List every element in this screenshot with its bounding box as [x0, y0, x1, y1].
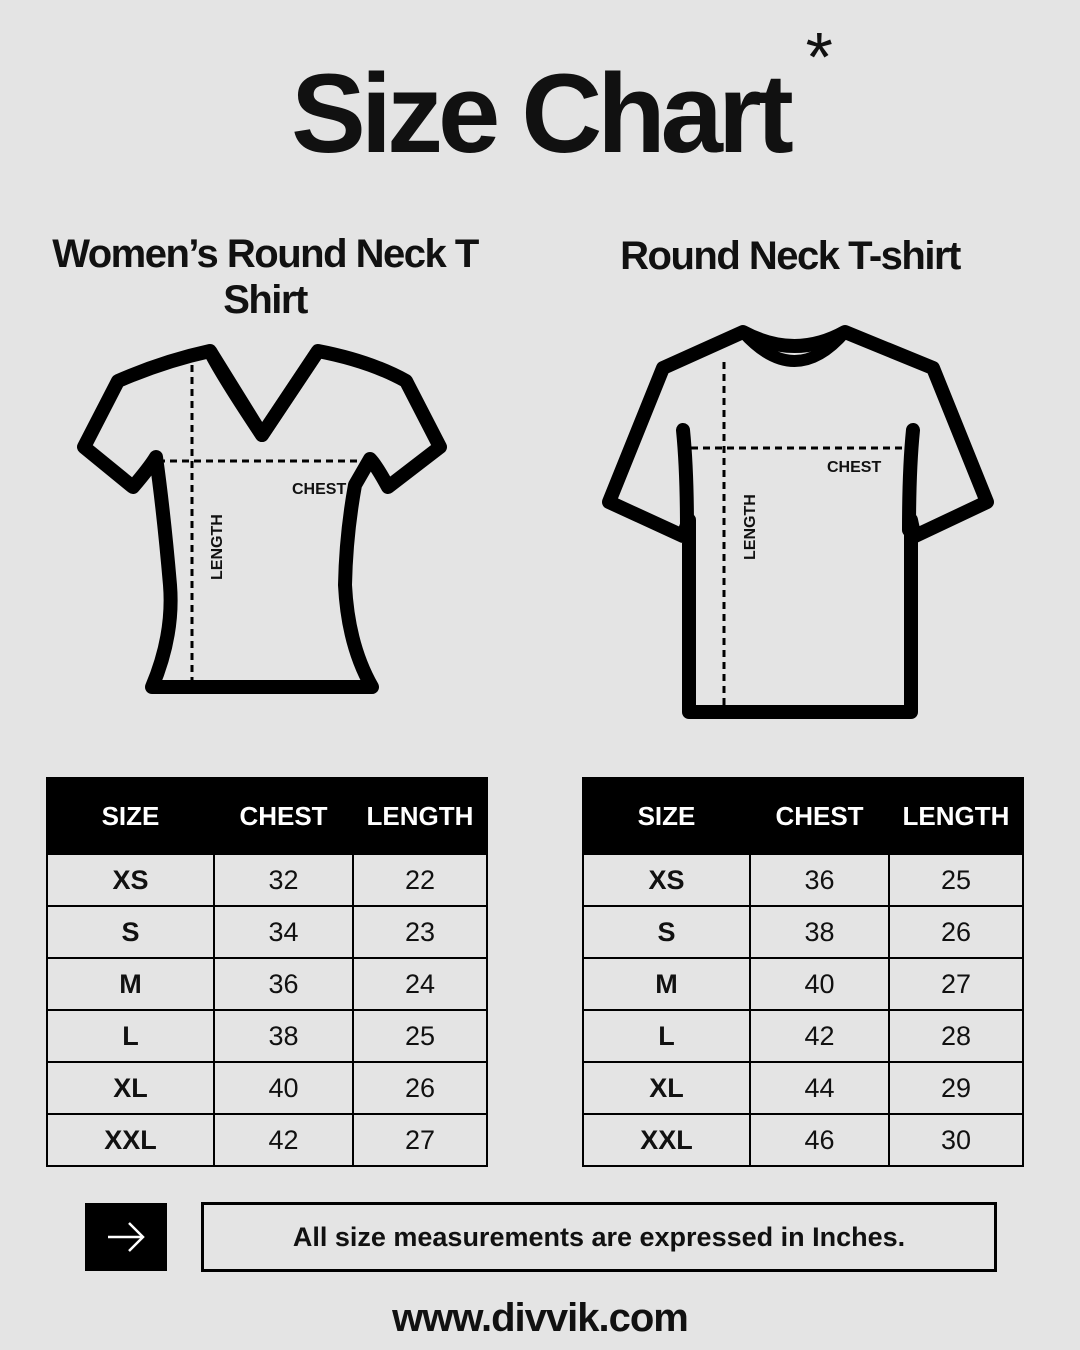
mens-tshirt-illustration: [595, 320, 1000, 725]
table-row: [583, 854, 1023, 906]
mens-tshirt-outline: [609, 332, 987, 712]
table-row: [47, 1062, 487, 1114]
length-cell: 22: [353, 854, 487, 906]
size-cell: XXL: [583, 1114, 750, 1166]
chest-cell: 38: [214, 1010, 353, 1062]
chest-cell: 40: [214, 1062, 353, 1114]
column-header-size: SIZE: [47, 778, 214, 854]
table-row: [583, 1010, 1023, 1062]
womens-tshirt-neckline: [210, 351, 318, 435]
womens-length-label: LENGTH: [209, 514, 226, 580]
length-cell: 24: [353, 958, 487, 1010]
size-cell: XL: [583, 1062, 750, 1114]
chest-cell: 44: [750, 1062, 889, 1114]
mens-tshirt-right-armhole: [909, 430, 913, 530]
chest-cell: 38: [750, 906, 889, 958]
chest-cell: 42: [750, 1010, 889, 1062]
length-cell: 23: [353, 906, 487, 958]
column-header-chest: CHEST: [750, 778, 889, 854]
length-cell: 25: [353, 1010, 487, 1062]
womens-size-table: [46, 777, 488, 1167]
chest-cell: 36: [750, 854, 889, 906]
mens-chest-label: CHEST: [827, 459, 882, 476]
column-header-chest: CHEST: [214, 778, 353, 854]
column-header-size: SIZE: [583, 778, 750, 854]
size-cell: M: [583, 958, 750, 1010]
length-cell: 30: [889, 1114, 1023, 1166]
chest-cell: 34: [214, 906, 353, 958]
womens-chest-label: CHEST: [292, 481, 347, 498]
round-neck-tshirt-heading: Round Neck T-shirt: [620, 234, 960, 278]
table-row: [47, 1114, 487, 1166]
table-row: [583, 1114, 1023, 1166]
length-cell: 27: [353, 1114, 487, 1166]
size-cell: XL: [47, 1062, 214, 1114]
length-cell: 26: [353, 1062, 487, 1114]
length-cell: 26: [889, 906, 1023, 958]
asterisk-mark: *: [805, 18, 833, 96]
table-row: [583, 1062, 1023, 1114]
table-header-row: [47, 778, 487, 854]
table-row: [47, 906, 487, 958]
mens-tshirt-left-armhole: [683, 430, 687, 530]
size-cell: M: [47, 958, 214, 1010]
measurement-note: [201, 1202, 997, 1272]
length-cell: 25: [889, 854, 1023, 906]
measurement-note-text: All size measurements are expressed in Inches.: [292, 1221, 906, 1252]
arrow-right-icon: [105, 1221, 147, 1253]
website-url: www.divvik.com: [392, 1296, 688, 1340]
size-cell: XXL: [47, 1114, 214, 1166]
column-header-length: LENGTH: [353, 778, 487, 854]
chest-cell: 36: [214, 958, 353, 1010]
table-row: [47, 1010, 487, 1062]
chest-cell: 40: [750, 958, 889, 1010]
mens-size-table: [582, 777, 1024, 1167]
table-row: [583, 958, 1023, 1010]
chest-cell: 42: [214, 1114, 353, 1166]
mens-length-label: LENGTH: [742, 494, 759, 560]
size-cell: S: [583, 906, 750, 958]
womens-tshirt-heading: Women’s Round Neck T Shirt: [52, 232, 478, 322]
title-text: Size Chart: [291, 51, 789, 176]
size-cell: S: [47, 906, 214, 958]
size-cell: L: [583, 1010, 750, 1062]
length-cell: 29: [889, 1062, 1023, 1114]
table-header-row: [583, 778, 1023, 854]
size-cell: XS: [583, 854, 750, 906]
length-cell: 27: [889, 958, 1023, 1010]
length-cell: 28: [889, 1010, 1023, 1062]
page-title: [0, 18, 1080, 176]
womens-tshirt-outline: [84, 351, 440, 687]
table-row: [47, 958, 487, 1010]
size-cell: XS: [47, 854, 214, 906]
table-row: [47, 854, 487, 906]
table-row: [583, 906, 1023, 958]
column-header-length: LENGTH: [889, 778, 1023, 854]
chest-cell: 32: [214, 854, 353, 906]
size-cell: L: [47, 1010, 214, 1062]
womens-tshirt-illustration: [70, 335, 460, 710]
chest-cell: 46: [750, 1114, 889, 1166]
arrow-box: [85, 1203, 167, 1271]
